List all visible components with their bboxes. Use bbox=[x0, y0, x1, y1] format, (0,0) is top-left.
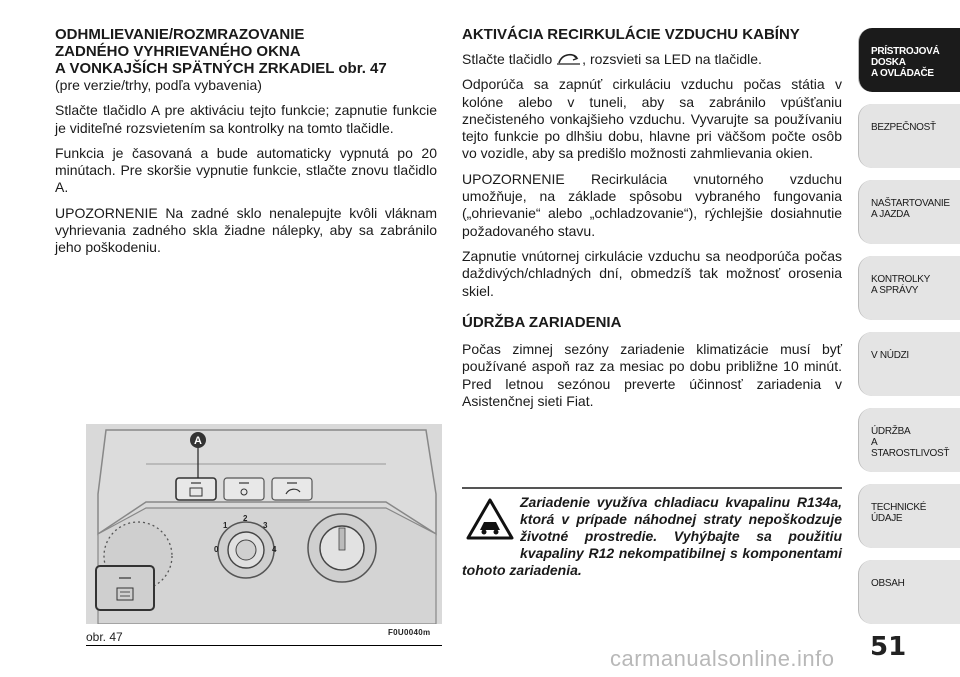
figure-caption: obr. 47 bbox=[86, 630, 123, 644]
warning-box bbox=[462, 494, 842, 579]
figure-code: F0U0040m bbox=[388, 628, 431, 637]
paragraph: Odporúča sa zapnúť cirkuláciu vzduchu počas státia v kolóne alebo v tuneli, aby sa zabránilo vpúšťaniu znečisteného vonkajšieho vzduchu. Vyvarujte sa používaniu tejto funkcie po dlhšiu dobu, hlavne pri väčšom počte osôb vo vozidle, aby sa predišlo možnosti zahmlievania okien. bbox=[462, 76, 842, 162]
climate-panel-illustration bbox=[86, 424, 442, 624]
tab-technicke-udaje[interactable]: TECHNICKÉ ÚDAJE bbox=[858, 484, 960, 548]
tab-pristrojova-doska[interactable]: PRÍSTROJOVÁ DOSKA A OVLÁDAČE bbox=[858, 28, 960, 92]
callout-a-label: A bbox=[194, 435, 202, 447]
svg-text:2: 2 bbox=[243, 514, 248, 523]
warning-text: Zariadenie využíva chladiacu kvapalinu R134a, ktorá v prípade náhodnej straty nepoškodzuje životné prostredie. Vyhýbajte sa použitiu kvapaliny R12 nekompatibilnej s komponentami tohoto zariadenia. bbox=[462, 494, 842, 578]
tab-udrzba[interactable]: ÚDRŽBA A STAROSTLIVOSŤ bbox=[858, 408, 960, 472]
section-heading-recirculation: AKTIVÁCIA RECIRKULÁCIE VZDUCHU KABÍNY bbox=[462, 26, 800, 43]
svg-text:1: 1 bbox=[223, 521, 228, 530]
svg-text:3: 3 bbox=[263, 521, 268, 530]
paragraph: UPOZORNENIE Recirkulácia vnutorného vzduchu umožňuje, na základe spôsobu vybraného fungovania („ohrievanie“ alebo „ochladzovanie“), rýchlejšie dosiahnutie požadovaného stavu. bbox=[462, 170, 842, 239]
tab-obsah[interactable]: OBSAH bbox=[858, 560, 960, 624]
paragraph: Zapnutie vnútornej cirkulácie vzduchu sa neodporúča počas daždivých/chladných dní, obmedzíš tak možnosť orosenia skiel. bbox=[462, 247, 842, 299]
page-number: 51 bbox=[870, 632, 907, 662]
tab-nastartovanie[interactable]: NAŠTARTOVANIE A JAZDA bbox=[858, 180, 960, 244]
section-heading-defrost: ODHMLIEVANIE/ROZMRAZOVANIE ZADNÉHO VYHRIEVANÉHO OKNA A VONKAJŠÍCH SPÄTNÝCH ZRKADIEL obr. 47 bbox=[55, 26, 387, 77]
button-row bbox=[176, 478, 312, 500]
left-column bbox=[55, 26, 437, 265]
warning-rule bbox=[462, 487, 842, 489]
paragraph: Stlačte tlačidlo A pre aktiváciu tejto funkcie; zapnutie funkcie je viditeľné rozsvietením sa kontrolky na tomto tlačidle. bbox=[55, 102, 437, 136]
svg-text:0: 0 bbox=[214, 545, 219, 554]
caption-rule bbox=[86, 645, 442, 646]
climate-panel-figure bbox=[86, 424, 442, 624]
right-column bbox=[462, 26, 842, 418]
section-heading-maintenance: ÚDRŽBA ZARIADENIA bbox=[462, 313, 622, 331]
paragraph: Funkcia je časovaná a bude automaticky vypnutá po 20 minútach. Pre skoršie vypnutie funkcie, stlačte znovu tlačidlo A. bbox=[55, 144, 437, 196]
paragraph: Stlačte tlačidlo , rozsvieti sa LED na tlačidle. bbox=[462, 51, 762, 67]
warning-triangle-icon bbox=[466, 498, 514, 540]
paragraph: UPOZORNENIE Na zadné sklo nenalepujte kvôli vláknam vyhrievania zadného skla žiadne nálepky, aby sa zabránilo jeho poškodeniu. bbox=[55, 204, 437, 256]
paragraph: Počas zimnej sezóny zariadenie klimatizácie musí byť používané aspoň raz za mesiac po dobu približne 10 minút. Pred letnou sezónou preverte účinnosť zariadenia v Asistenčnej sieti Fiat. bbox=[462, 341, 842, 410]
recirculation-icon bbox=[556, 52, 582, 66]
tab-bezpecnost[interactable]: BEZPEČNOSŤ bbox=[858, 104, 960, 168]
svg-text:4: 4 bbox=[272, 545, 277, 554]
chapter-tabs bbox=[858, 28, 960, 636]
version-note: (pre verzie/trhy, podľa vybavenia) bbox=[55, 77, 262, 93]
tab-v-nudzi[interactable]: V NÚDZI bbox=[858, 332, 960, 396]
watermark: carmanualsonline.info bbox=[610, 646, 835, 671]
figure-reference[interactable]: obr. 47 bbox=[338, 60, 387, 77]
tab-kontrolky[interactable]: KONTROLKY A SPRÁVY bbox=[858, 256, 960, 320]
